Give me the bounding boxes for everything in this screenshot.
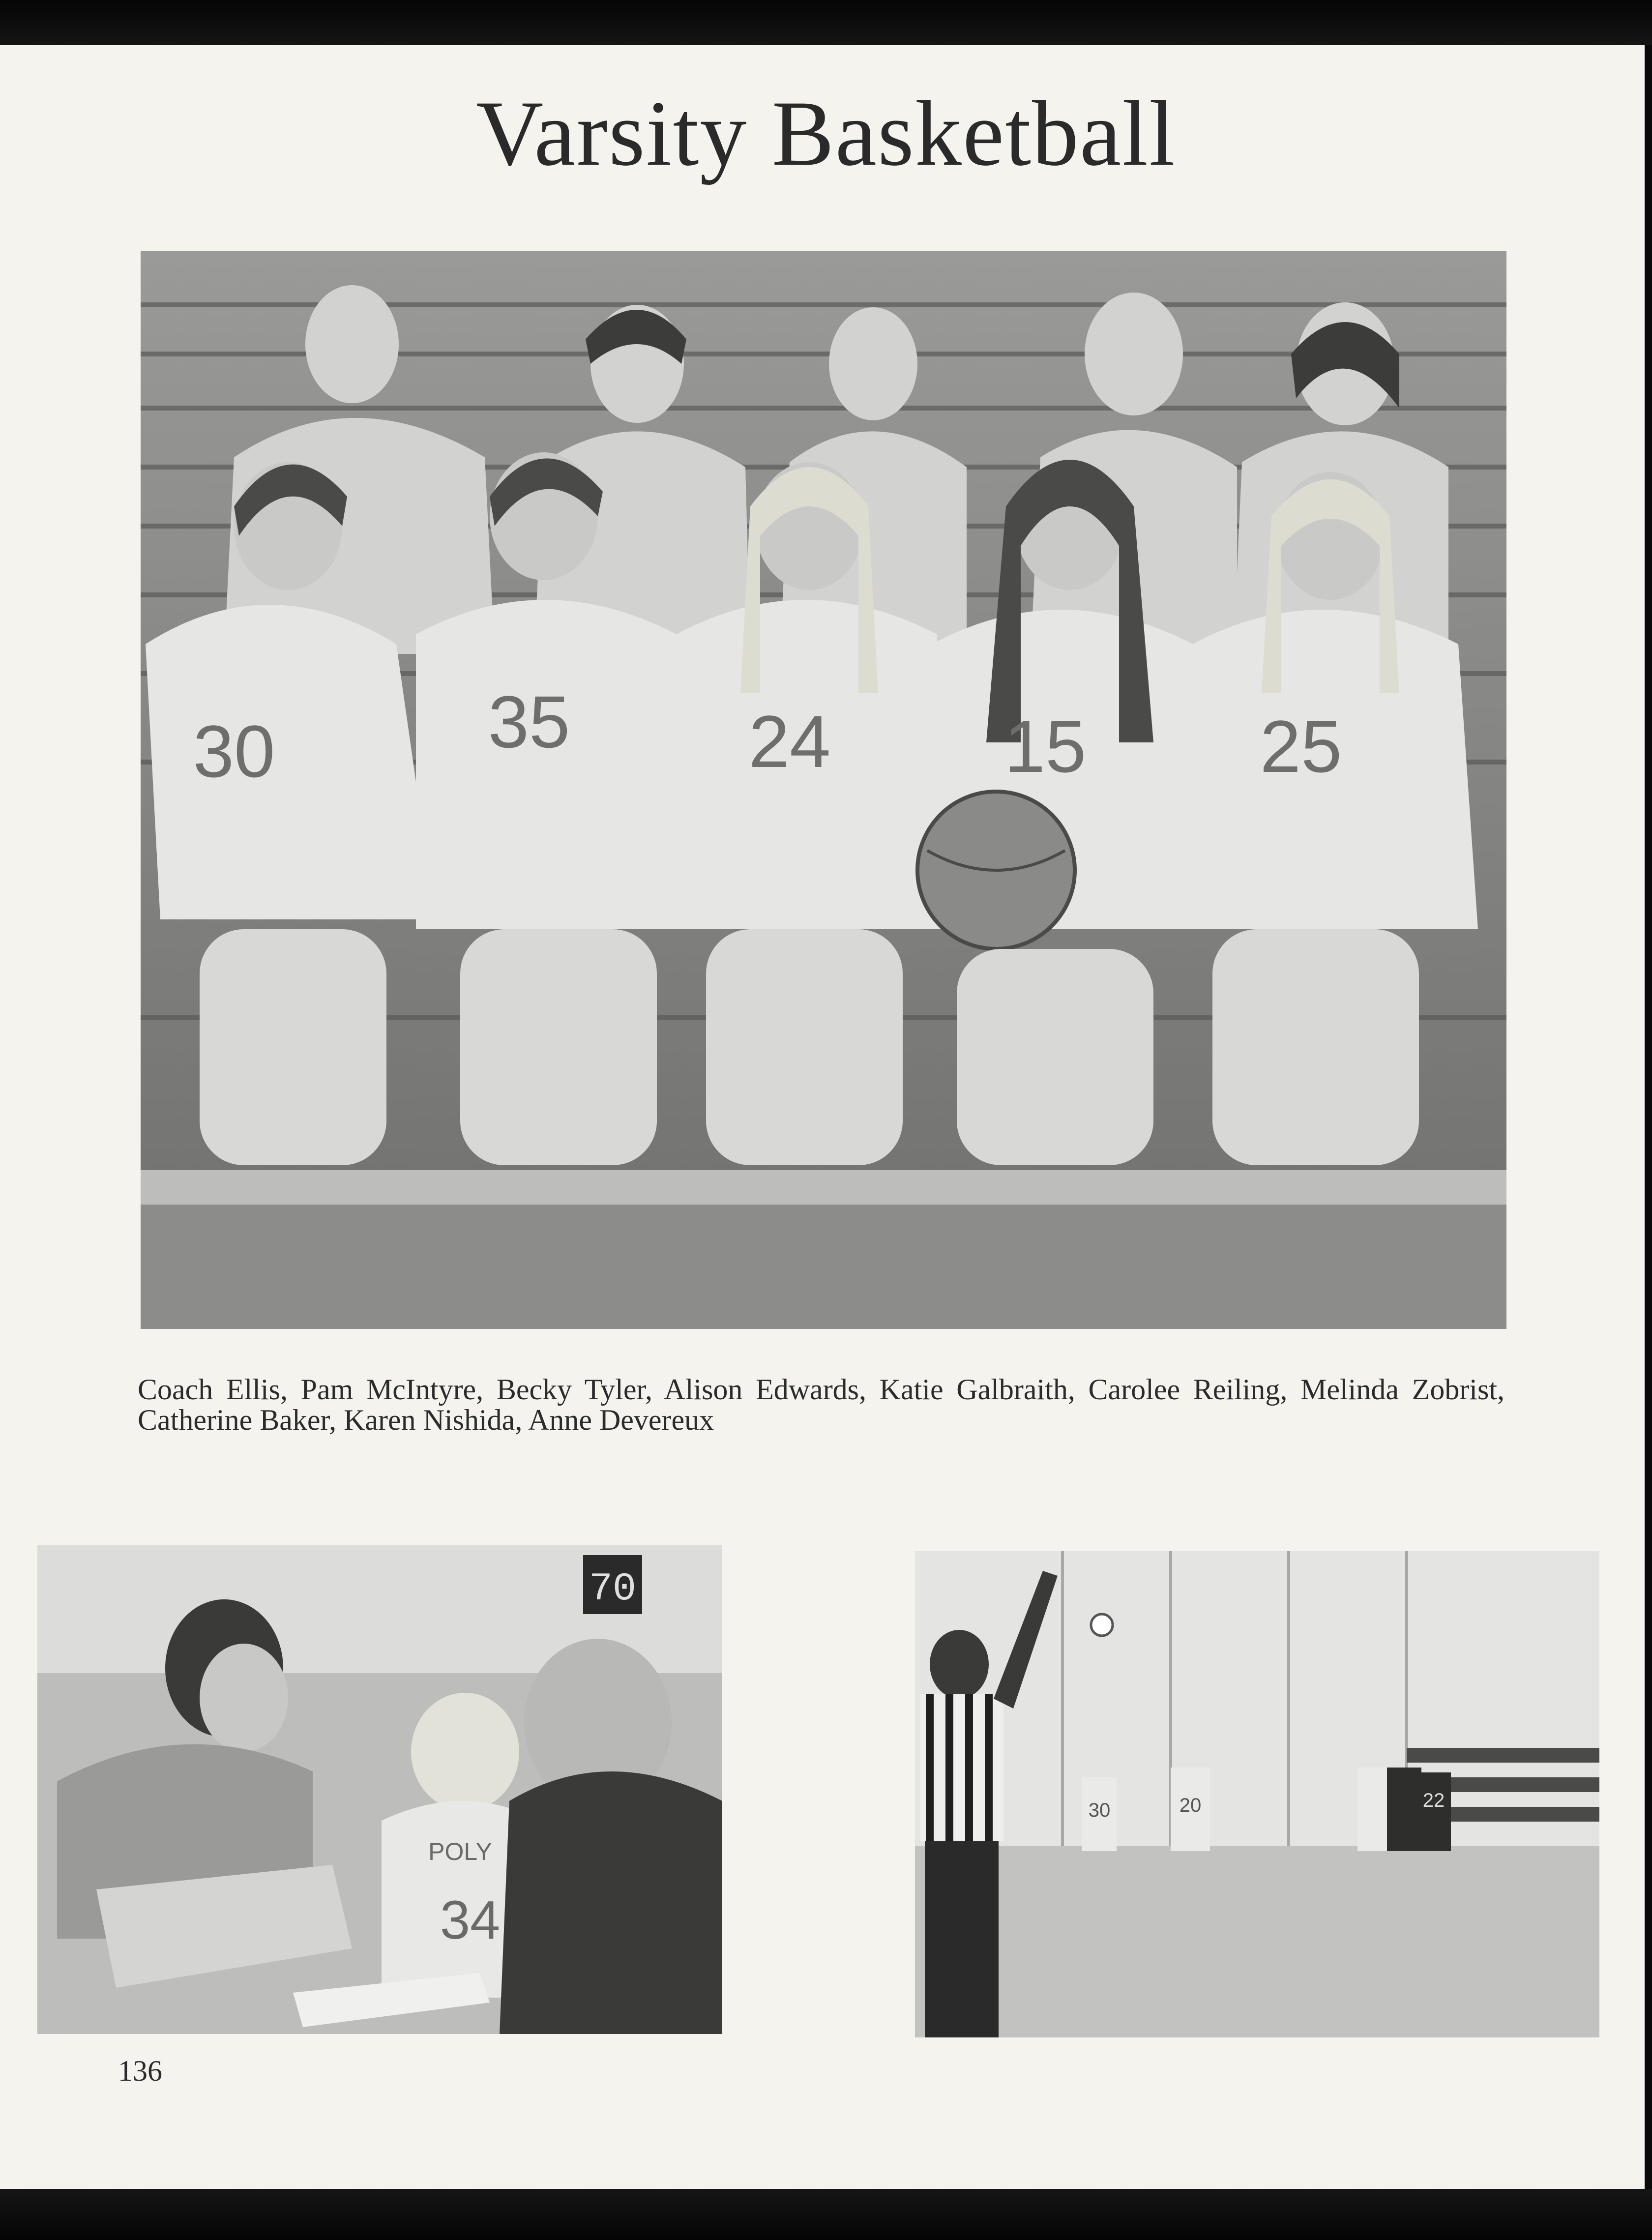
game-photo bbox=[915, 1551, 1599, 2037]
jersey-number: 30 bbox=[193, 710, 275, 793]
team-photo bbox=[141, 251, 1506, 1329]
jersey-number: 24 bbox=[748, 700, 831, 783]
yearbook-page bbox=[0, 45, 1645, 2189]
game-photo-image bbox=[915, 1551, 1599, 2037]
photo-caption: Coach Ellis, Pam McIntyre, Becky Tyler, Alison Edwards, Katie Galbraith, Carolee Reiling, Melinda Zobrist, Catherine Baker, Karen Nishida, Anne Devereux bbox=[138, 1373, 1504, 1436]
jersey-number: 30 bbox=[1088, 1799, 1111, 1821]
scan-border-bottom bbox=[0, 2189, 1652, 2240]
jersey-number: 15 bbox=[1004, 705, 1087, 788]
jersey-number: 22 bbox=[1422, 1790, 1445, 1811]
page-number: 136 bbox=[118, 2055, 162, 2087]
team-photo-image bbox=[141, 251, 1506, 1329]
jersey-number: 35 bbox=[488, 680, 570, 763]
huddle-photo bbox=[37, 1545, 722, 2034]
page-title: Varsity Basketball bbox=[476, 82, 1176, 185]
jersey-number: 34 bbox=[440, 1890, 501, 1950]
jersey-text: POLY bbox=[428, 1838, 492, 1865]
scan-border-top bbox=[0, 0, 1652, 45]
huddle-photo-image bbox=[37, 1545, 722, 2034]
jersey-number: 20 bbox=[1179, 1795, 1202, 1816]
jersey-number: 25 bbox=[1260, 705, 1342, 788]
scoreboard-digits: 70 bbox=[589, 1567, 637, 1612]
